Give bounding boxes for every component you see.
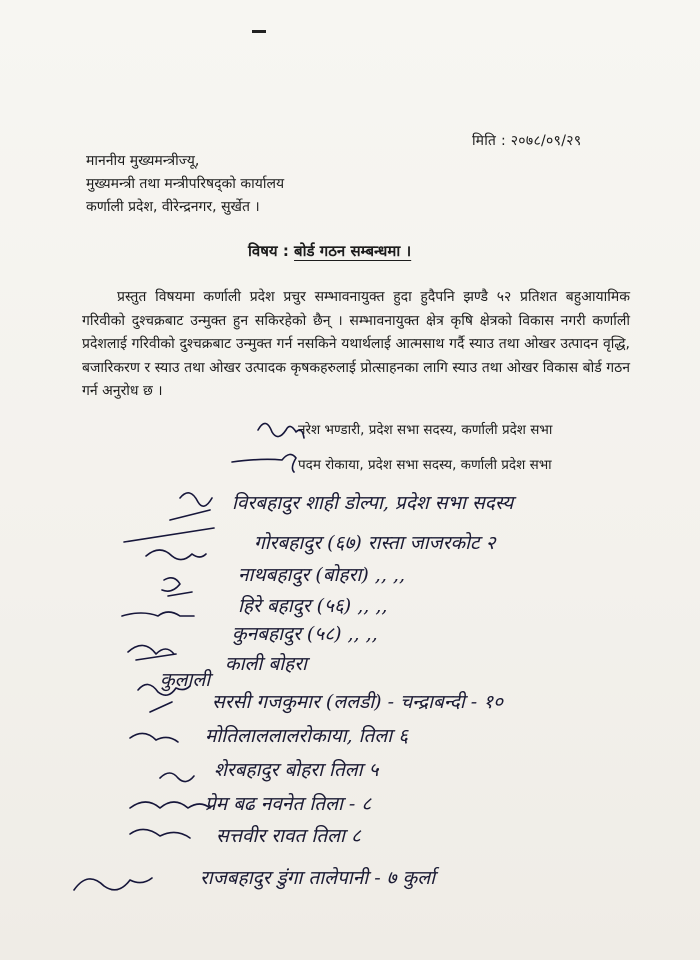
scribble-signature-10 — [160, 773, 194, 782]
recipient-line-1: माननीय मुख्यमन्त्रीज्यू, — [86, 153, 200, 169]
scribble-signature-3 — [124, 493, 214, 542]
handwritten-signatory-13: राजबहादुर डुंगा तालेपानी - ७ कुर्ला — [200, 867, 435, 889]
handwritten-signatory-11: प्रेम बढ नवनेत तिला - ८ — [205, 793, 372, 815]
subject-label: विषय : — [248, 242, 295, 260]
subject-text: बोर्ड गठन सम्बन्धमा । — [294, 242, 412, 260]
scribble-signature-2 — [232, 454, 296, 472]
scribble-signature-5 — [162, 578, 192, 596]
letter-date: मिति : २०७८/०९/२९ — [472, 133, 582, 149]
handwritten-signatory-8: सरसी गजकुमार (ललडी) - चन्द्राबन्दी - १० — [212, 691, 504, 713]
scribble-signature-8 — [138, 684, 190, 712]
scribble-signature-6 — [122, 612, 194, 616]
typed-signatory-1: नरेश भण्डारी, प्रदेश सभा सदस्य, कर्णाली प्रदेश सभा — [298, 422, 553, 438]
subject-line — [248, 241, 411, 261]
handwritten-signatory-9: मोतिलाललालरोकाया, तिला ६ — [205, 725, 409, 747]
recipient-line-2: मुख्यमन्त्री तथा मन्त्रीपरिषद्को कार्यालय — [86, 176, 285, 192]
scribble-signature-11 — [130, 802, 210, 808]
handwritten-signatory-1: विरबहादुर शाही डोल्पा, प्रदेश सभा सदस्य — [232, 492, 514, 514]
scribble-signature-4 — [146, 550, 206, 560]
handwritten-signatory-6: काली बोहरा — [225, 653, 307, 675]
handwritten-signatory-12: सत्तवीर रावत तिला ८ — [216, 825, 361, 847]
handwritten-signatory-4: हिरे बहादुर (५६) ,, ,, — [238, 595, 388, 617]
handwritten-signatory-2: गोरबहादुर (६७) रास्ता जाजरकोट २ — [254, 532, 496, 554]
scribble-signature-13 — [74, 878, 152, 890]
scribble-signature-7 — [128, 645, 176, 660]
scribble-signature-12 — [130, 829, 190, 838]
header-dash — [252, 30, 266, 33]
typed-signatory-2: पदम रोकाया, प्रदेश सभा सदस्य, कर्णाली प्रदेश सभा — [298, 457, 552, 473]
handwritten-signatory-3: नाथबहादुर (बोहरा) ,, ,, — [238, 564, 405, 586]
letter-body: प्रस्तुत विषयमा कर्णाली प्रदेश प्रचुर सम्भावनायुक्त हुदा हुदैपनि झण्डै ५२ प्रतिशत बहुआयामिक गरिवीको दुश्चक्रबाट उन्मुक्त हुन सकिरहेको छैन् । सम्भावनायुक्त क्षेत्र कृषि क्षेत्रको विकास नगरी कर्णाली प्रदेशलाई गरिवीको दुश्चक्रबाट उन्मुक्त गर्न नसकिने यथार्थलाई आत्मसाथ गर्दै स्याउ तथा ओखर उत्पादन वृद्धि, बजारिकरण र स्याउ तथा ओखर उत्पादक कृषकहरुलाई प्रोत्साहनका लागि स्याउ तथा ओखर विकास बोर्ड गठन गर्न अनुरोध छ । — [82, 289, 630, 399]
recipient-line-3: कर्णाली प्रदेश, वीरेन्द्रनगर, सुर्खेत । — [86, 199, 260, 215]
handwritten-signatory-7: कुलाली — [160, 669, 211, 691]
handwritten-signatory-10: शेरबहादुर बोहरा तिला ५ — [214, 759, 379, 781]
handwritten-signatory-5: कुनबहादुर (५८) ,, ,, — [232, 623, 378, 645]
scribble-signature-9 — [130, 733, 178, 742]
